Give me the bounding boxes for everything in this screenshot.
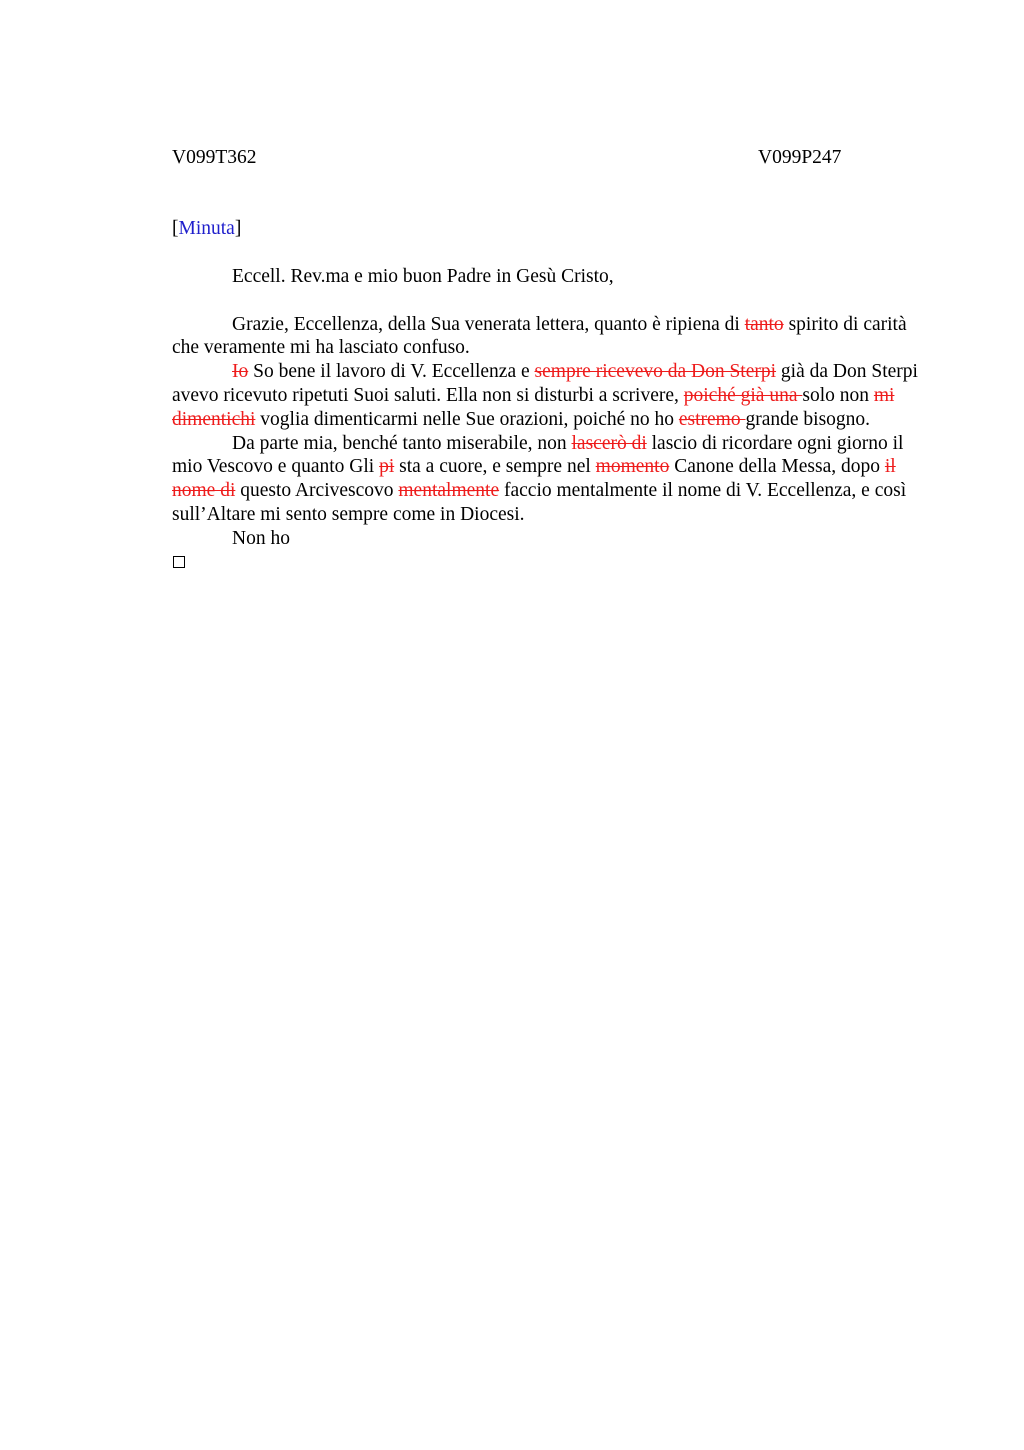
deleted-text: sempre ricevevo da Don Sterpi [534,361,777,383]
document-code-right: V099P247 [758,147,842,168]
deleted-text: mi dimentichi [172,384,895,430]
text-run: già da Don Sterpi avevo ricevuto ripetuti Suoi saluti. Ella non si disturbi a scrivere, [172,361,918,406]
paragraph-4 [172,527,932,551]
letter-page [172,146,932,568]
label-open-bracket: [ [172,218,179,239]
draft-label [172,217,932,241]
deleted-text: momento [595,456,670,478]
deleted-text: Io [232,361,249,383]
text-run: lascio di ricordare ogni giorno il mio Vescovo e quanto Gli [172,432,904,478]
empty-checkbox-icon [173,556,185,568]
label-minuta: Minuta [178,218,235,239]
text-run: faccio mentalmente il nome di V. Eccellenza, e così sull’Altare mi sento sempre come in Diocesi. [172,480,907,525]
text-run: Non ho [232,527,290,549]
paragraph-2 [172,360,932,431]
label-close-bracket: ] [234,218,242,239]
deleted-text: mentalmente [398,480,500,502]
text-run: sta a cuore, e sempre nel [394,456,596,478]
deleted-text: pi [379,456,395,478]
deleted-text: lascerò di [571,432,647,454]
text-run: Grazie, Eccellenza, della Sua venerata lettera, quanto è ripiena di [232,313,745,335]
text-run: Da parte mia, benché tanto miserabile, non [232,432,572,454]
document-code-left: V099T362 [172,147,257,168]
paragraph-3 [172,432,932,527]
deleted-text: poiché già una [683,384,803,406]
deleted-text: estremo [678,408,746,430]
paragraph-1 [172,313,932,361]
text-run: solo non [802,384,874,406]
deleted-text: il nome di [172,456,896,502]
deleted-text: tanto [744,313,784,335]
text-run: spirito di carità che veramente mi ha lasciato confuso. [172,313,907,359]
text-run: So bene il lavoro di V. Eccellenza e [248,361,535,383]
text-run: grande bisogno. [745,408,871,430]
text-run: questo Arcivescovo [235,480,399,502]
text-run: voglia dimenticarmi nelle Sue orazioni, poiché no ho [255,408,679,430]
document-header [172,146,932,170]
text-run: Canone della Messa, dopo [669,456,885,478]
salutation: Eccell. Rev.ma e mio buon Padre in Gesù Cristo, [232,265,614,287]
